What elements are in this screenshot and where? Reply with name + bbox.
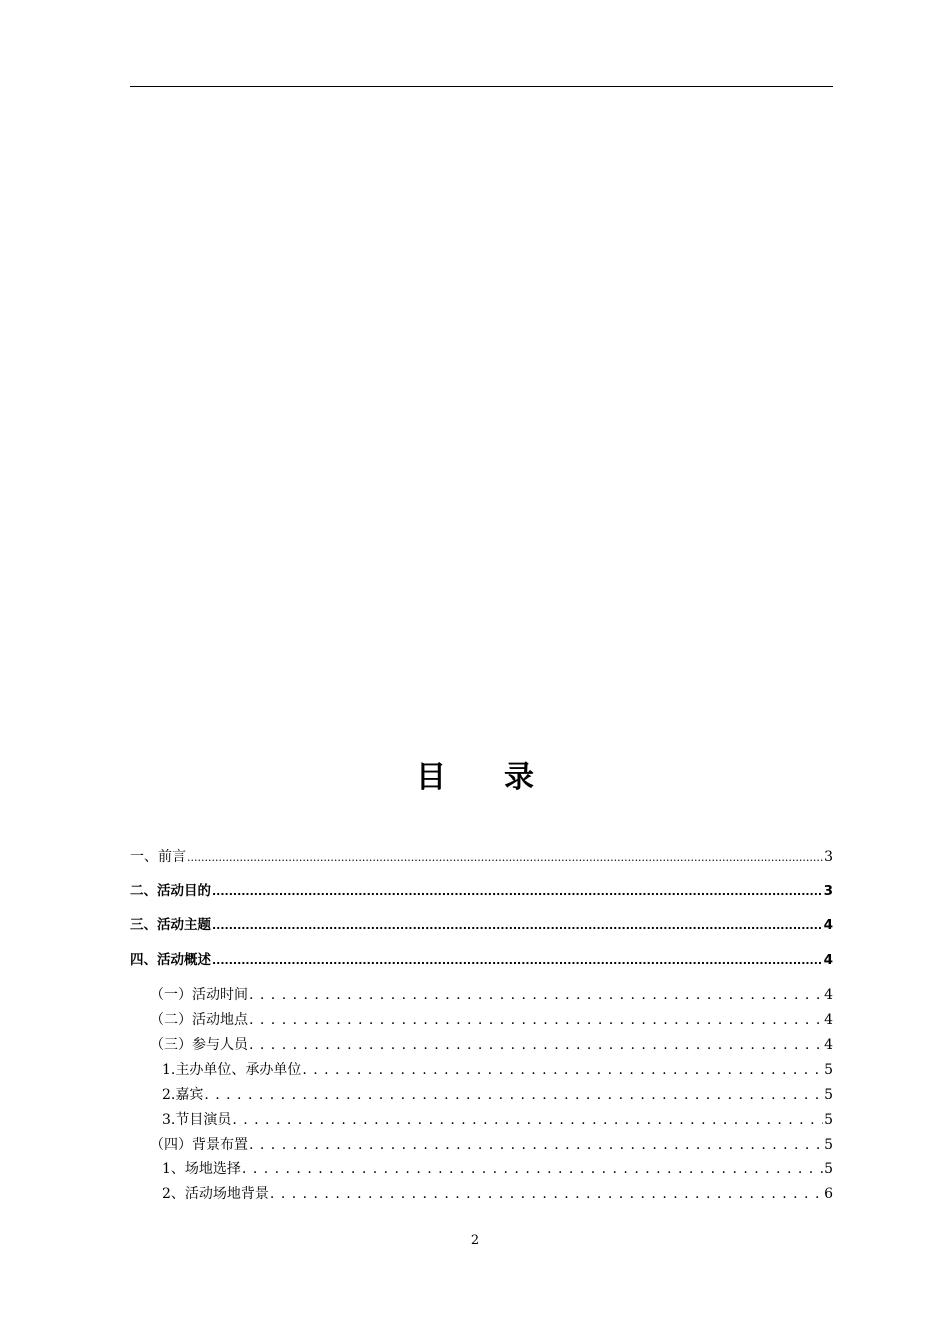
- toc-entry-label: 四、活动概述: [130, 952, 211, 968]
- toc-entry-purpose[interactable]: [130, 882, 833, 901]
- toc-entry-label: 1、场地选择: [162, 1161, 241, 1177]
- toc-entry-label: 三、活动主题: [130, 917, 211, 933]
- toc-entry-page: 4: [823, 917, 833, 933]
- toc-entry-theme[interactable]: [130, 916, 833, 935]
- toc-entry-page: 4: [824, 1037, 833, 1053]
- toc-title: [0, 752, 950, 796]
- toc-entry-background[interactable]: [150, 1136, 833, 1154]
- toc-entry-page: 3: [824, 849, 833, 865]
- toc-title-char-2: 录: [504, 760, 534, 795]
- toc-entry-label: 1.主办单位、承办单位: [162, 1062, 302, 1078]
- toc-entry-page: 5: [824, 1137, 833, 1153]
- toc-entry-venue-selection[interactable]: [162, 1160, 833, 1178]
- toc-entry-guests[interactable]: [162, 1086, 833, 1104]
- toc-entry-page: 5: [824, 1087, 833, 1103]
- toc-entry-overview[interactable]: [130, 951, 833, 970]
- toc-entry-label: 2.嘉宾: [162, 1087, 204, 1103]
- toc-entry-page: 4: [824, 987, 833, 1003]
- toc-entry-label: （三）参与人员: [150, 1037, 248, 1053]
- toc-entry-page: 5: [824, 1161, 833, 1177]
- toc-entry-label: 3.节目演员: [162, 1112, 232, 1128]
- toc-entry-participants[interactable]: [150, 1036, 833, 1054]
- toc-entry-time[interactable]: [150, 986, 833, 1004]
- toc-entry-page: 4: [824, 1012, 833, 1028]
- toc-entry-page: 5: [824, 1112, 833, 1128]
- toc-entry-label: 二、活动目的: [130, 883, 211, 899]
- toc-entry-preface[interactable]: [130, 848, 833, 867]
- toc-entry-label: （一）活动时间: [150, 987, 248, 1003]
- toc-entry-page: 6: [824, 1186, 833, 1202]
- toc-entry-label: 一、前言: [130, 849, 186, 865]
- toc-entry-performers[interactable]: [162, 1111, 833, 1129]
- toc-entry-page: 3: [823, 883, 833, 899]
- toc-entry-location[interactable]: [150, 1011, 833, 1029]
- toc-entry-organizers[interactable]: [162, 1061, 833, 1079]
- header-rule: [130, 86, 833, 87]
- page-number: 2: [470, 1233, 480, 1248]
- toc-entry-label: （二）活动地点: [150, 1012, 248, 1028]
- toc-entry-venue-background[interactable]: [162, 1185, 833, 1203]
- toc-entry-page: 4: [823, 952, 833, 968]
- toc-entry-page: 5: [824, 1062, 833, 1078]
- toc-entry-label: （四）背景布置: [150, 1137, 248, 1153]
- toc-title-char-1: 目: [416, 760, 446, 795]
- toc-entry-label: 2、活动场地背景: [162, 1186, 269, 1202]
